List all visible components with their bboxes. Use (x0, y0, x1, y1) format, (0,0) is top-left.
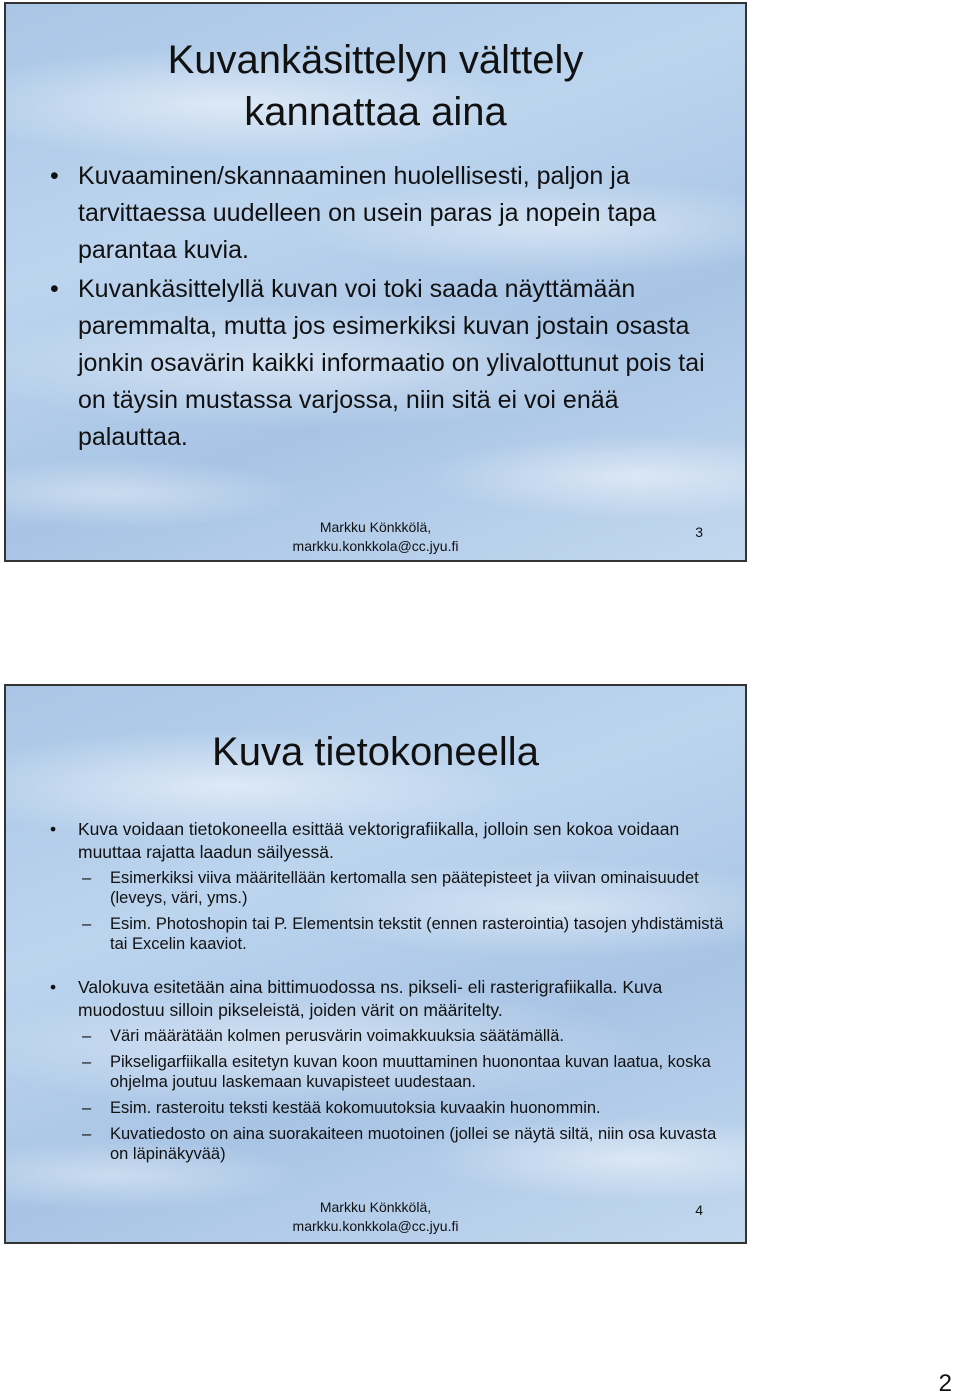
title-line-1: Kuvankäsittelyn välttely (167, 38, 584, 82)
page-number: 2 (938, 1370, 952, 1397)
slide-title (6, 34, 745, 138)
sub-bullet-item: – Esimerkiksi viiva määritellään kertomalla sen päätepisteet ja viivan ominaisuudet (leveys, väri, yms.) (78, 868, 730, 908)
sub-bullet-item: – Väri määrätään kolmen perusvärin voimakkuuksia säätämällä. (78, 1026, 730, 1046)
slide-title: Kuva tietokoneella (212, 730, 539, 774)
sub-bullet-list (78, 1026, 730, 1164)
bullet-item (50, 976, 730, 1164)
sub-bullet-item: – Esim. rasteroitu teksti kestää kokomuutoksia kuvaakin huonommin. (78, 1098, 730, 1118)
footer-email: markku.konkkola@cc.jyu.fi (292, 1218, 459, 1234)
bullet-item (50, 818, 730, 954)
slide-4 (4, 684, 747, 1244)
slide-footer (6, 518, 745, 556)
slide-footer (6, 1198, 745, 1236)
bullet-text: Valokuva esitetään aina bittimuodossa ns. pikseli- eli rasterigrafiikalla. Kuva muodostuu silloin pikseleistä, joiden värit on määritelty. (78, 977, 663, 1020)
bullet-item: • Kuvaaminen/skannaaminen huolellisesti, paljon ja tarvittaessa uudelleen on usein paras ja nopein tapa parantaa kuvia. (50, 158, 710, 269)
footer-author: Markku Könkkölä, (319, 1199, 432, 1215)
footer-email: markku.konkkola@cc.jyu.fi (292, 538, 459, 554)
sub-bullet-item: – Kuvatiedosto on aina suorakaiteen muotoinen (jollei se näytä siltä, niin osa kuvasta on läpinäkyvää) (78, 1124, 730, 1164)
sub-bullet-list (78, 868, 730, 954)
slide-3 (4, 2, 747, 562)
bullet-text: Kuva voidaan tietokoneella esittää vektorigrafiikalla, jolloin sen kokoa voidaan muuttaa rajatta laadun säilyessä. (78, 819, 680, 862)
title-line-2: kannattaa aina (244, 90, 507, 134)
slide-number: 3 (695, 524, 703, 540)
slide-number: 4 (695, 1202, 703, 1218)
bullet-list (50, 158, 710, 458)
bullet-list (50, 818, 730, 1186)
sub-bullet-item: – Pikseligarfiikalla esitetyn kuvan koon muuttaminen huonontaa kuvan laatua, koska ohjelma joutuu laskemaan kuvapisteet uudestaan. (78, 1052, 730, 1092)
sub-bullet-item: – Esim. Photoshopin tai P. Elementsin tekstit (ennen rasterointia) tasojen yhdistämistä tai Excelin kaaviot. (78, 914, 730, 954)
footer-author: Markku Könkkölä, (319, 519, 432, 535)
bullet-item: • Kuvankäsittelyllä kuvan voi toki saada näyttämään paremmalta, mutta jos esimerkiksi kuvan jostain osasta jonkin osavärin kaikki informaatio on ylivalottunut pois tai on täysin mustassa varjossa, niin sitä ei voi enää palauttaa. (50, 271, 710, 456)
